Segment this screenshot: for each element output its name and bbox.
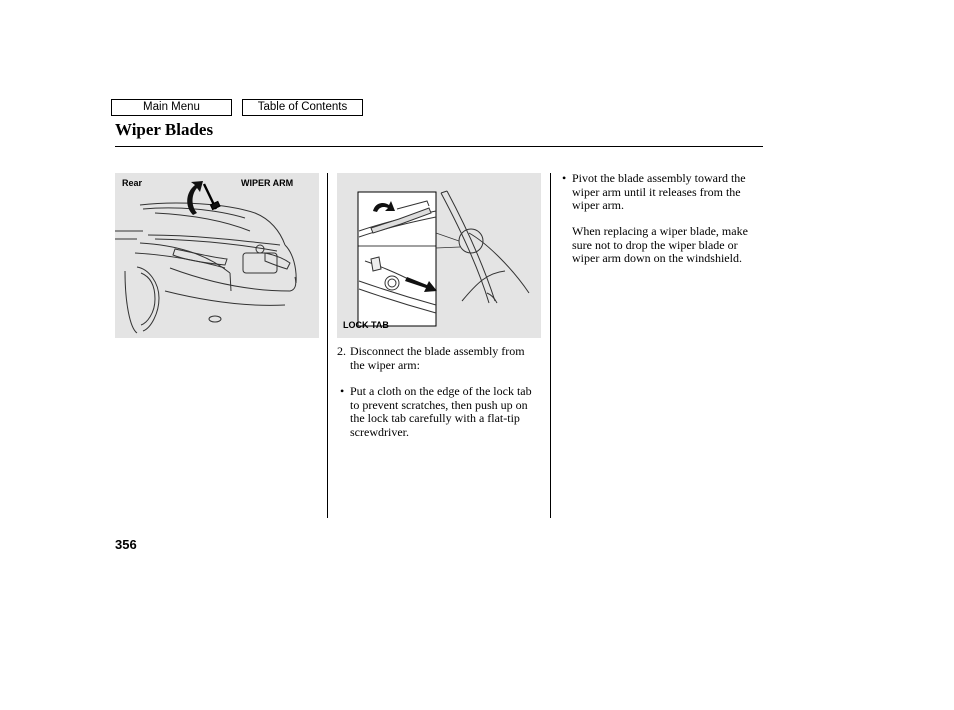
figure-label-wiper-arm: WIPER ARM	[241, 178, 294, 188]
figure-label-rear: Rear	[122, 178, 143, 188]
figure-label-lock-tab: LOCK TAB	[343, 320, 389, 330]
page-number: 356	[115, 537, 137, 552]
note-replace-blade: When replacing a wiper blade, make sure not to drop the wiper blade or wiper arm down on the windshield.	[572, 224, 748, 265]
step-2-text: Disconnect the blade assembly from the wiper arm:	[350, 344, 525, 372]
table-of-contents-button[interactable]: Table of Contents	[242, 99, 363, 116]
bullet-marker: •	[562, 171, 567, 185]
column-divider-2	[550, 173, 551, 518]
step-number: 2.	[337, 344, 346, 358]
bullet-pivot	[562, 172, 762, 213]
column-divider-1	[327, 173, 328, 518]
lock-tab-figure	[337, 173, 541, 338]
step-2	[337, 345, 537, 372]
bullet-pivot-text: Pivot the blade assembly toward the wiper arm until it releases from the wiper arm.	[572, 171, 746, 212]
rear-car-illustration	[115, 173, 319, 338]
bullet-cloth	[340, 385, 540, 439]
rear-wiper-figure	[115, 173, 319, 338]
title-divider	[115, 146, 763, 147]
main-menu-button[interactable]: Main Menu	[111, 99, 232, 116]
bullet-cloth-text: Put a cloth on the edge of the lock tab to prevent scratches, then push up on the lock tab carefully with a flat-tip screwdriver.	[350, 384, 532, 439]
lock-tab-illustration	[337, 173, 541, 338]
bullet-marker: •	[340, 384, 345, 398]
page-title: Wiper Blades	[115, 120, 214, 139]
